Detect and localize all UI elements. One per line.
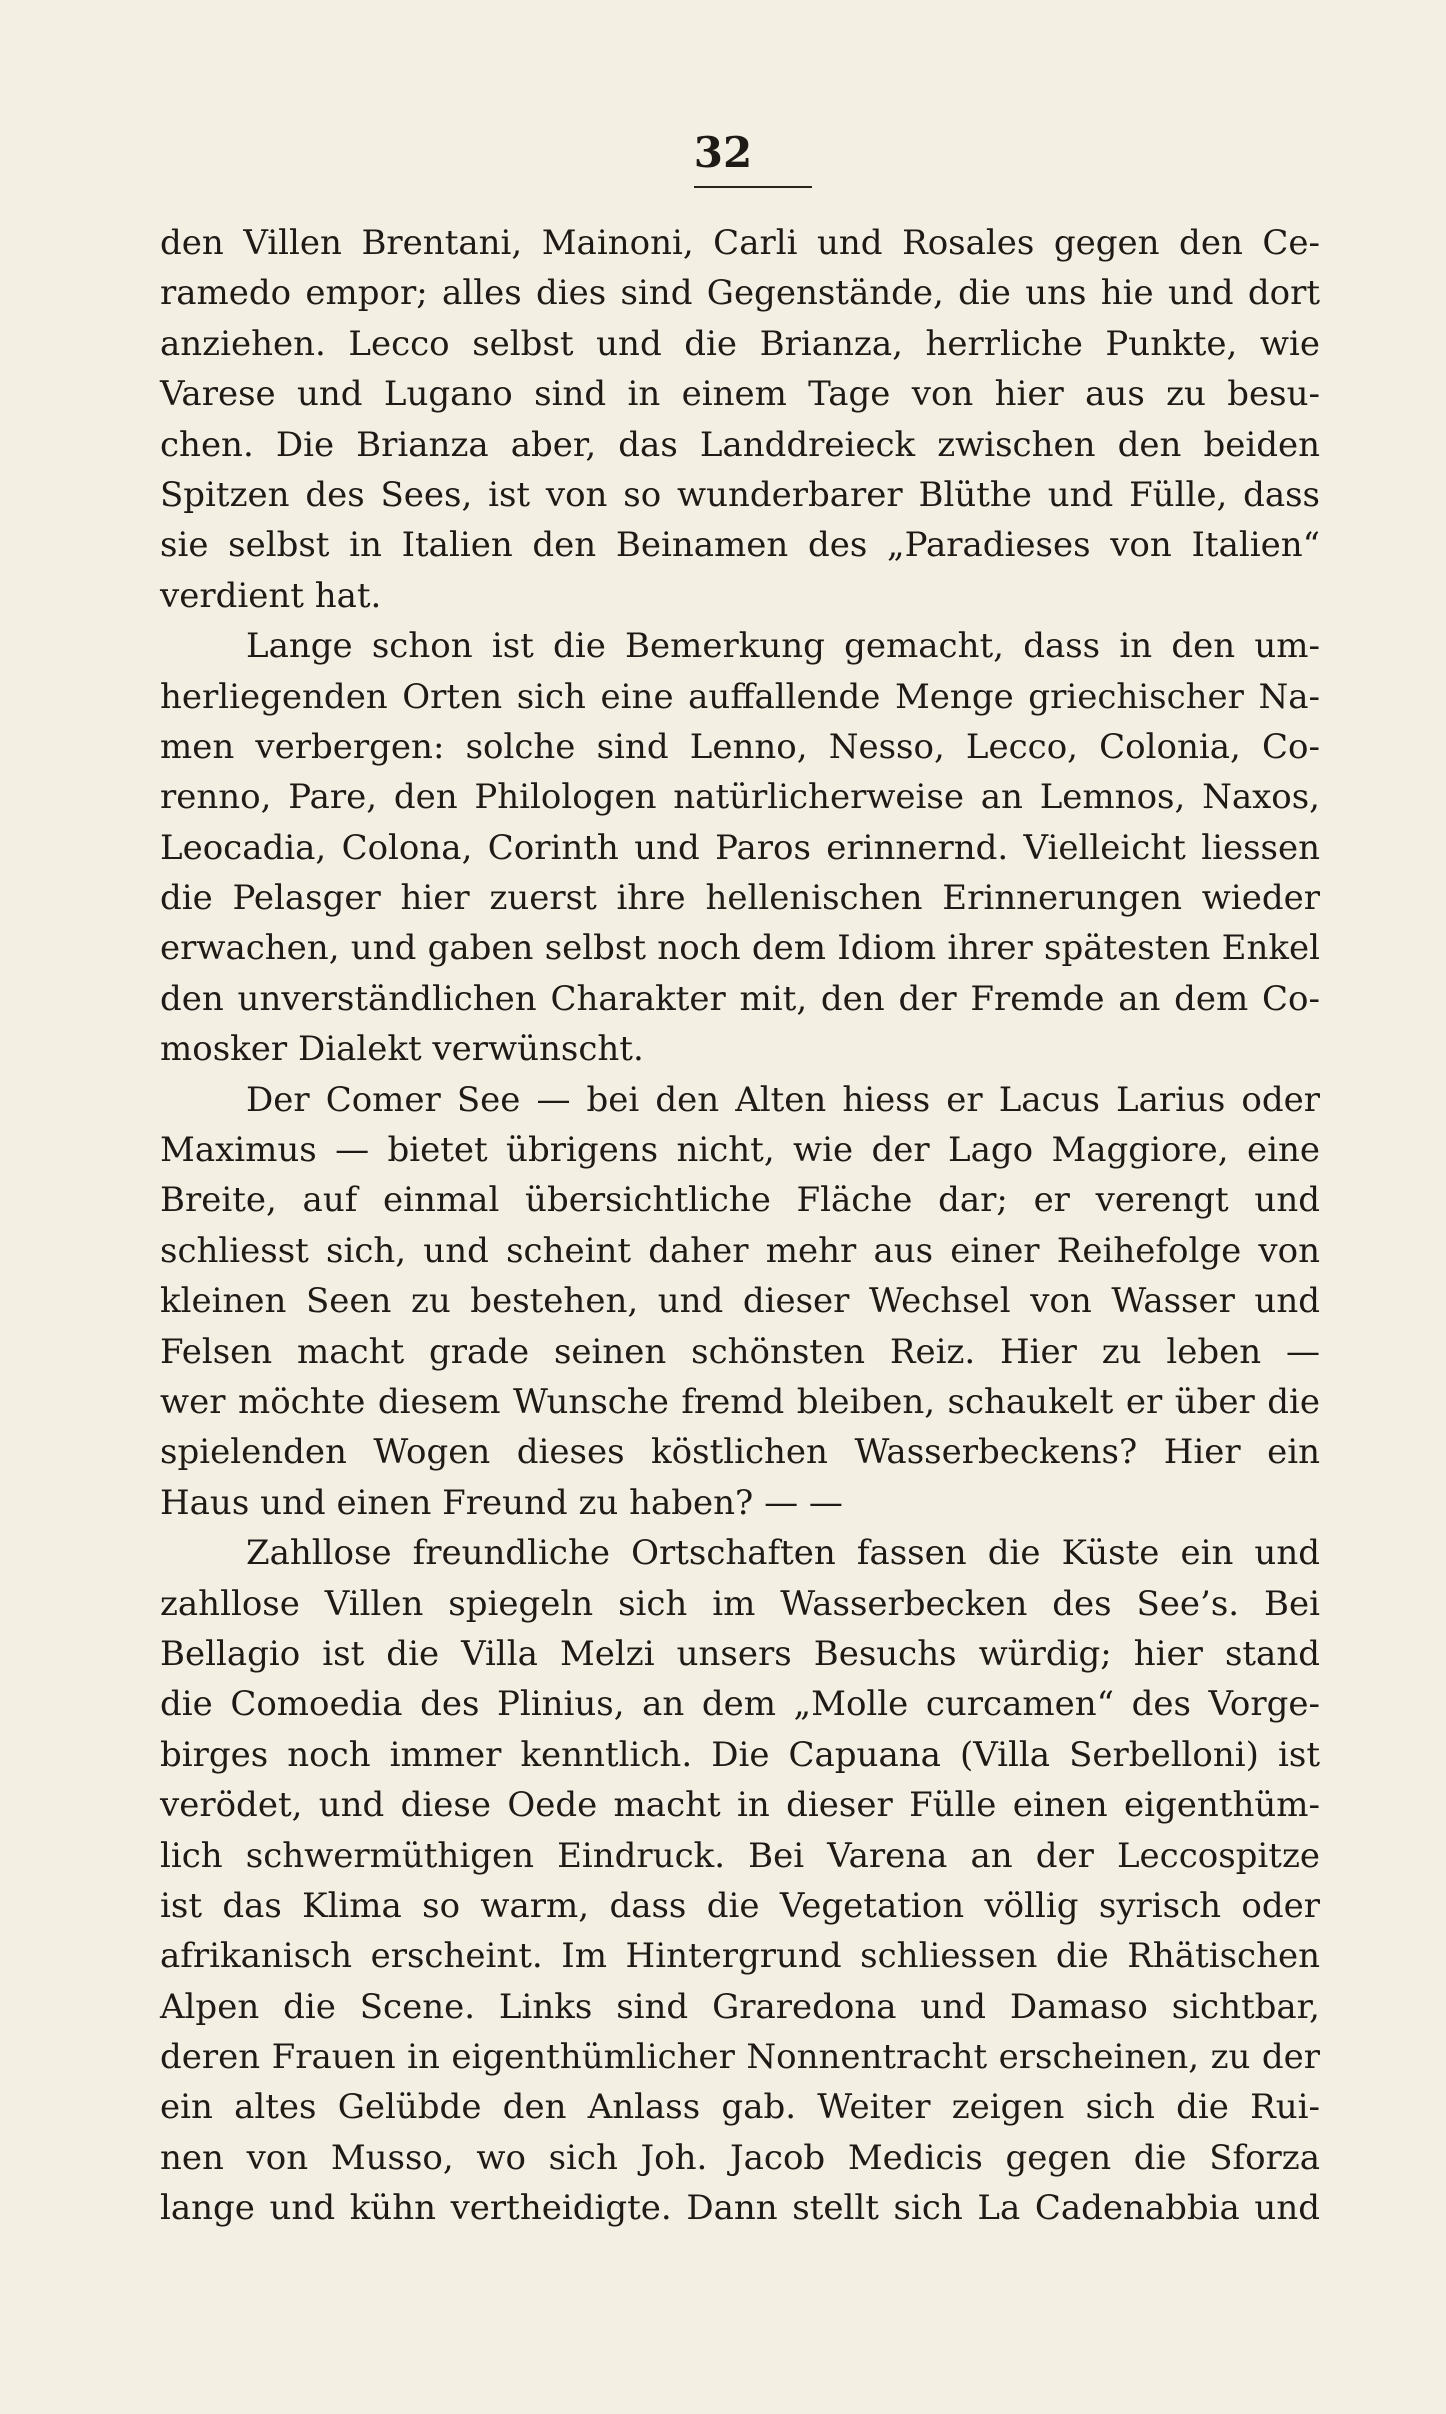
text-line: zahllose Villen spiegeln sich im Wasserbecken des See’s. Bei [160, 1583, 1320, 1624]
text-line: Spitzen des Sees, ist von so wunderbarer Blüthe und Fülle, dass [160, 474, 1320, 515]
text-line: Haus und einen Freund zu haben? — — [160, 1482, 843, 1523]
text-line: verödet, und diese Oede macht in dieser Fülle einen eigenthüm- [160, 1785, 1320, 1826]
text-line: deren Frauen in eigenthümlicher Nonnentracht erscheinen, zu der [160, 2037, 1320, 2078]
text-line: birges noch immer kenntlich. Die Capuana (Villa Serbelloni) ist [160, 1734, 1320, 1775]
text-line: die Pelasger hier zuerst ihre hellenischen Erinnerungen wieder [160, 878, 1320, 919]
text-line: verdient hat. [160, 575, 382, 616]
text-line: sie selbst in Italien den Beinamen des „Paradieses von Italien“ [160, 525, 1320, 566]
text-line: den Villen Brentani, Mainoni, Carli und Rosales gegen den Ce- [160, 223, 1320, 263]
text-line: nen von Musso, wo sich Joh. Jacob Medicis gegen die Sforza [160, 2137, 1320, 2178]
text-line: renno, Pare, den Philologen natürlicherweise an Lemnos, Naxos, [160, 777, 1320, 818]
text-line: den unverständlichen Charakter mit, den der Fremde an dem Co- [160, 978, 1320, 1019]
text-line: wer möchte diesem Wunsche fremd bleiben, schaukelt er über die [160, 1381, 1320, 1422]
text-line: Alpen die Scene. Links sind Graredona und Damaso sichtbar, [160, 1986, 1320, 2027]
text-line: erwachen, und gaben selbst noch dem Idiom ihrer spätesten Enkel [160, 928, 1320, 969]
text-line: spielenden Wogen dieses köstlichen Wasserbeckens? Hier ein [160, 1432, 1320, 1473]
text-line: afrikanisch erscheint. Im Hintergrund schliessen die Rhätischen [160, 1936, 1320, 1977]
page-number-rule [694, 186, 812, 188]
text-line: chen. Die Brianza aber, das Landdreieck zwischen den beiden [160, 424, 1320, 465]
text-line: mosker Dialekt verwünscht. [160, 1029, 644, 1070]
text-line: herliegenden Orten sich eine auffallende Menge griechischer Na- [160, 676, 1320, 717]
text-line: Maximus — bietet übrigens nicht, wie der Lago Maggiore, eine [160, 1130, 1320, 1171]
text-line: Bellagio ist die Villa Melzi unsers Besuchs würdig; hier stand [160, 1633, 1320, 1674]
text-line: ramedo empor; alles dies sind Gegenstände, die uns hie und dort [160, 273, 1320, 314]
text-line: Breite, auf einmal übersichtliche Fläche dar; er verengt und [160, 1180, 1320, 1221]
text-line: ist das Klima so warm, dass die Vegetation völlig syrisch oder [160, 1885, 1320, 1926]
text-line: lange und kühn vertheidigte. Dann stellt sich La Cadenabbia und [160, 2188, 1320, 2229]
body-text [160, 218, 1320, 2234]
text-line: anziehen. Lecco selbst und die Brianza, herrliche Punkte, wie [160, 323, 1320, 364]
text-line: Lange schon ist die Bemerkung gemacht, dass in den um- [246, 626, 1320, 667]
text-line: Leocadia, Colona, Corinth und Paros erinnernd. Vielleicht liessen [160, 827, 1320, 868]
text-line: schliesst sich, und scheint daher mehr aus einer Reihefolge von [160, 1230, 1320, 1271]
text-line: lich schwermüthigen Eindruck. Bei Varena an der Leccospitze [160, 1835, 1320, 1876]
page-number: 32 [693, 128, 753, 177]
text-line: Der Comer See — bei den Alten hiess er Lacus Larius oder [246, 1079, 1320, 1120]
text-line: kleinen Seen zu bestehen, und dieser Wechsel von Wasser und [160, 1281, 1320, 1322]
text-line: men verbergen: solche sind Lenno, Nesso, Lecco, Colonia, Co- [160, 726, 1320, 767]
text-line: Zahllose freundliche Ortschaften fassen die Küste ein und [246, 1533, 1320, 1574]
text-line: Felsen macht grade seinen schönsten Reiz. Hier zu leben — [160, 1331, 1320, 1372]
text-line: die Comoedia des Plinius, an dem „Molle curcamen“ des Vorge- [160, 1684, 1320, 1725]
text-line: Varese und Lugano sind in einem Tage von hier aus zu besu- [160, 374, 1320, 415]
text-line: ein altes Gelübde den Anlass gab. Weiter zeigen sich die Rui- [160, 2087, 1320, 2128]
